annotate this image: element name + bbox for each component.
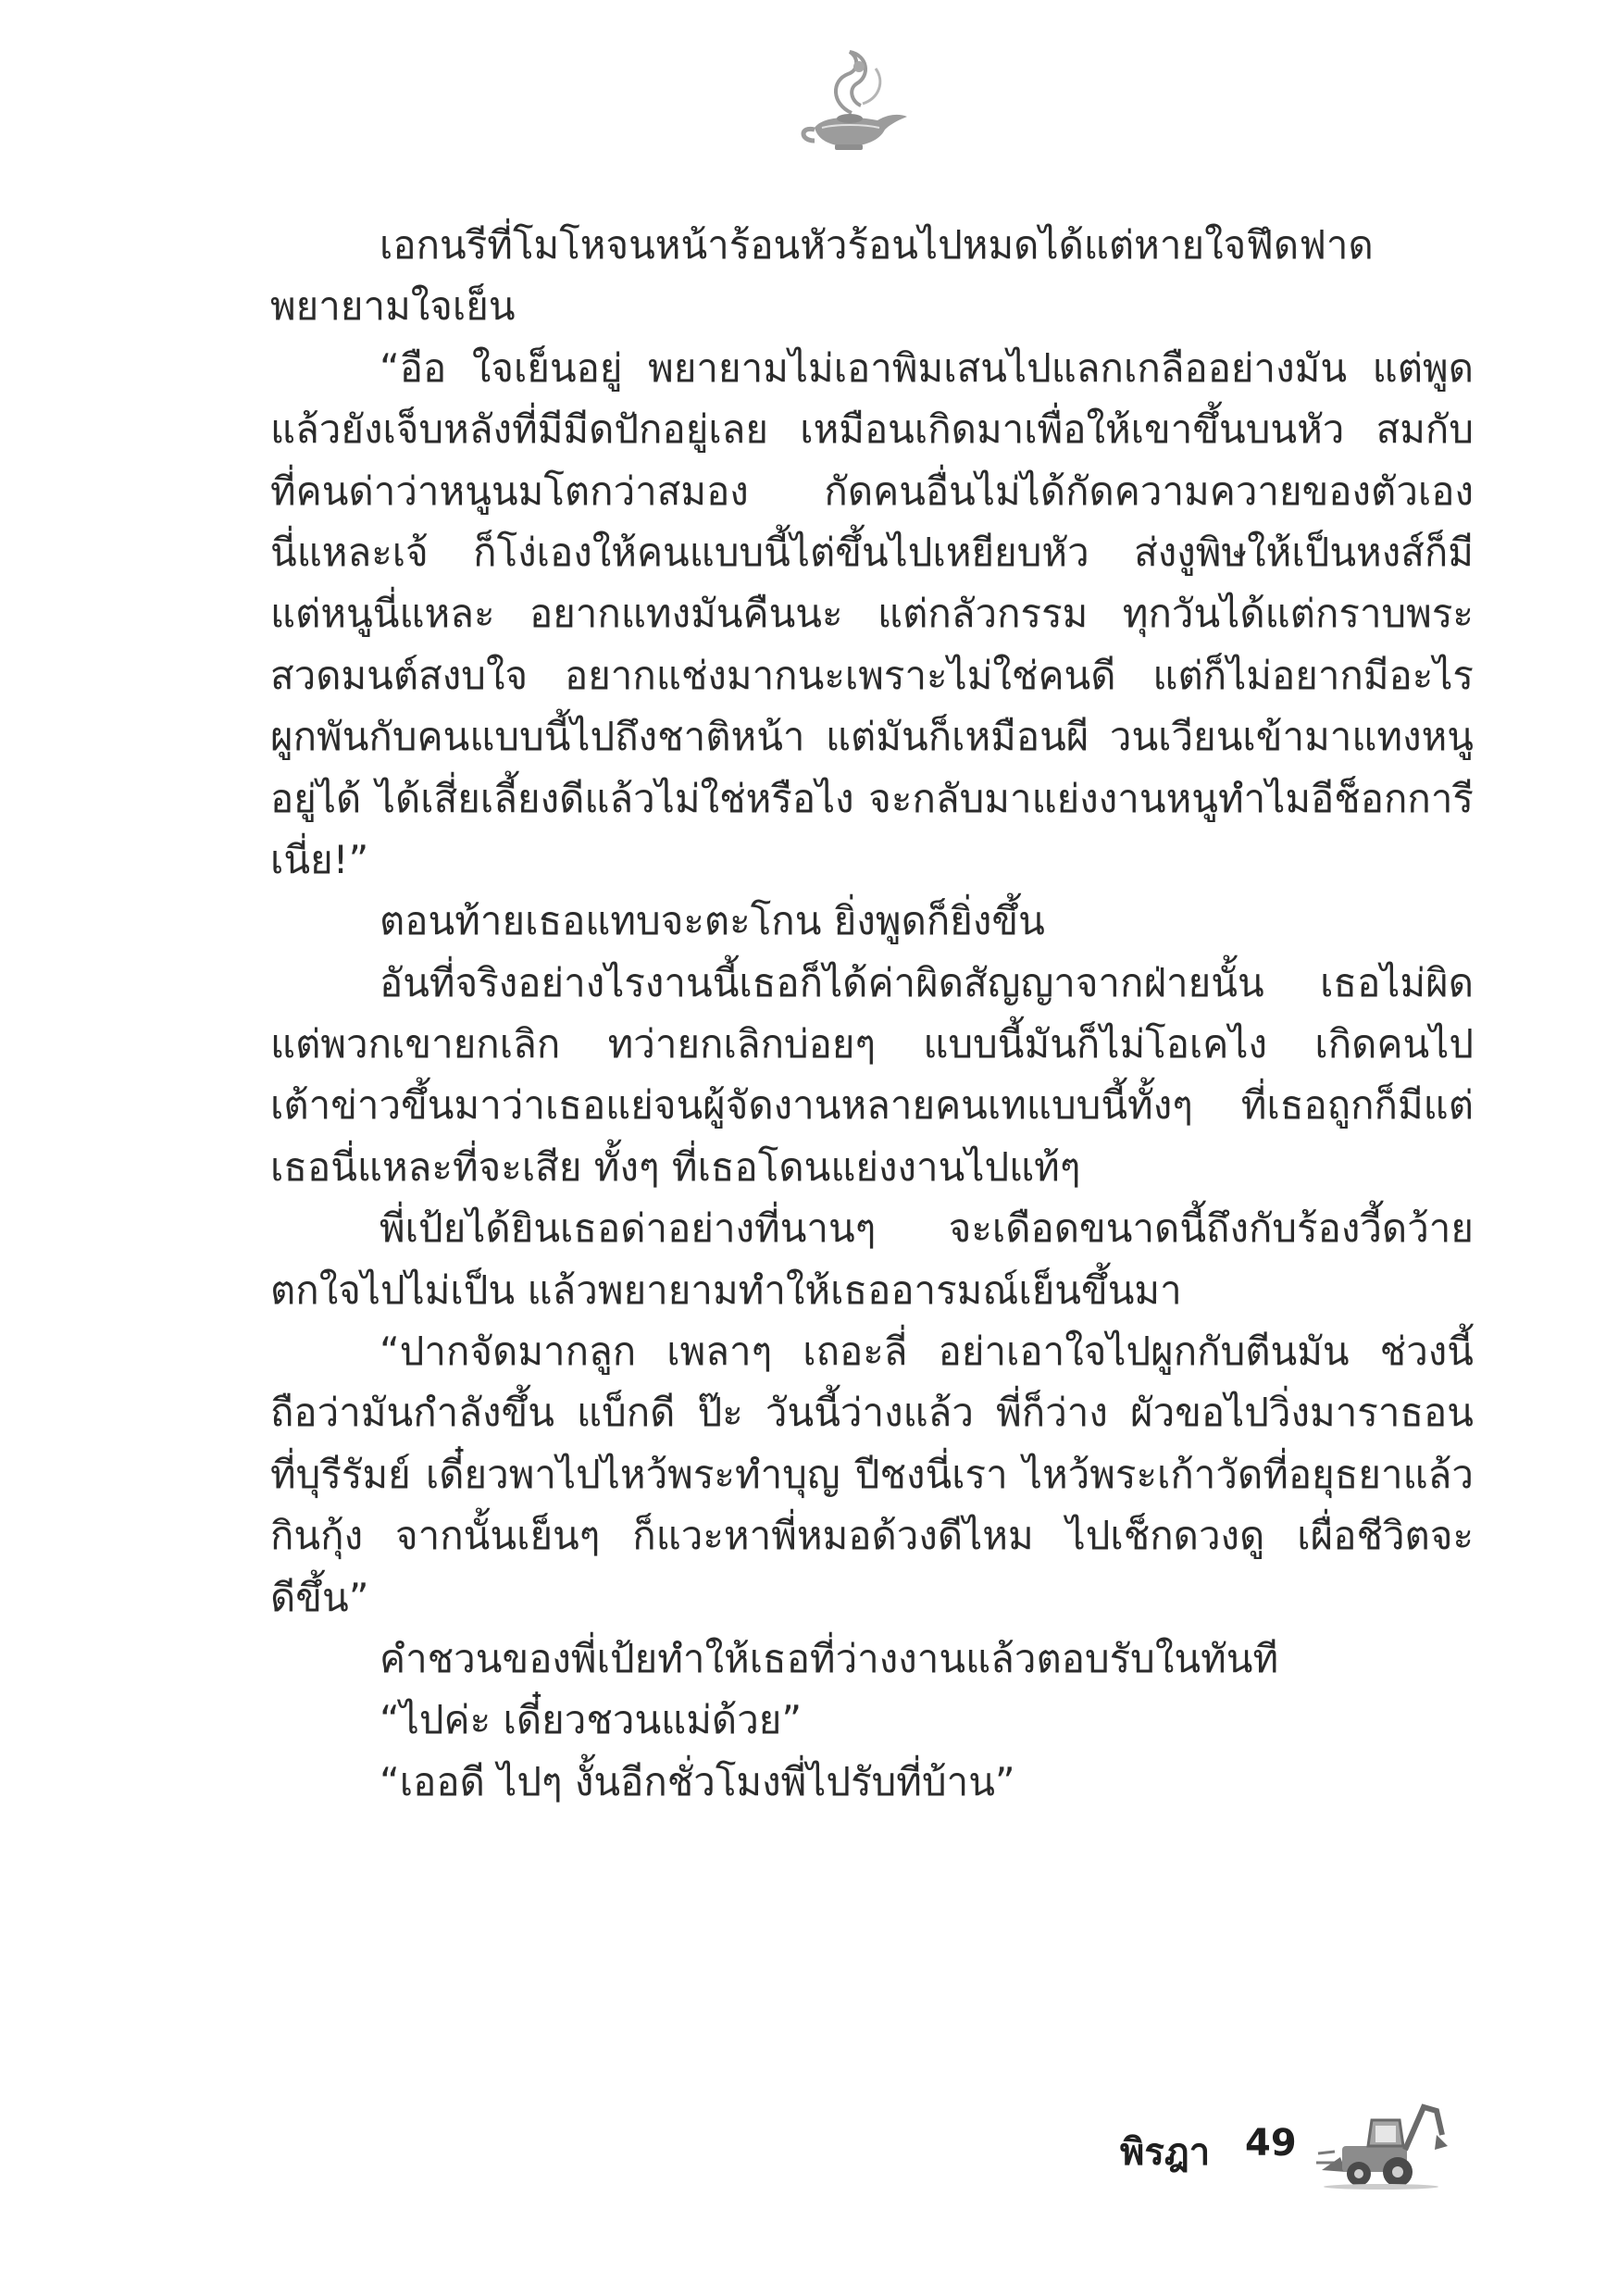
text-line: แล้วยังเจ็บหลังที่มีมีดปักอยู่เลย เหมือนเกิดมาเพื่อให้เขาขึ้นบนหัว สมกับ bbox=[270, 406, 1474, 453]
text-line: ที่คนด่าว่าหนูนมโตกว่าสมอง กัดคนอื่นไม่ได้กัดความควายของตัวเอง bbox=[270, 468, 1474, 514]
text-line: ถือว่ามันกำลังขึ้น แบ็กดี ป๊ะ วันนี้ว่างแล้ว พี่ก็ว่าง ผัวขอไปวิ่งมาราธอน bbox=[270, 1390, 1474, 1436]
text-line: แต่หนูนี่แหละ อยากแทงมันคืนนะ แต่กลัวกรรม ทุกวันได้แต่กราบพระ bbox=[270, 591, 1474, 637]
text-line: พยายามใจเย็น bbox=[270, 283, 516, 330]
backhoe-icon bbox=[1314, 2098, 1453, 2190]
page-footer bbox=[1092, 2094, 1490, 2205]
text-line: อันที่จริงอย่างไรงานนี้เธอก็ได้ค่าผิดสัญญาจากฝ่ายนั้น เธอไม่ผิด bbox=[380, 959, 1474, 1005]
text-line: คำชวนของพี่เป้ยทำให้เธอที่ว่างงานแล้วตอบรับในทันที bbox=[380, 1635, 1279, 1681]
text-line: นี่แหละเจ้ ก็โง่เองให้คนแบบนี้ไต่ขึ้นไปเหยียบหัว ส่งงูพิษให้เป็นหงส์ก็มี bbox=[270, 529, 1474, 575]
text-line: “เออดี ไปๆ งั้นอีกชั่วโมงพี่ไปรับที่บ้าน” bbox=[380, 1758, 1015, 1804]
page-number: 49 bbox=[1245, 2122, 1297, 2165]
text-line: พี่เป้ยได้ยินเธอด่าอย่างที่นานๆ จะเดือดขนาดนี้ถึงกับร้องวี้ดว้าย bbox=[380, 1205, 1474, 1252]
text-line: เอกนรีที่โมโหจนหน้าร้อนหัวร้อนไปหมดได้แต่หายใจฟึดฟาด bbox=[380, 222, 1374, 268]
text-line: แต่พวกเขายกเลิก ทว่ายกเลิกบ่อยๆ แบบนี้มันก็ไม่โอเคไง เกิดคนไป bbox=[270, 1021, 1474, 1067]
text-line: อยู่ได้ ได้เสี่ยเลี้ยงดีแล้วไม่ใช่หรือไง จะกลับมาแย่งงานหนูทำไมอีช็อกการี bbox=[270, 775, 1474, 821]
text-line: ดีขึ้น” bbox=[270, 1574, 369, 1620]
text-line: สวดมนต์สงบใจ อยากแช่งมากนะเพราะไม่ใช่คนดี แต่ก็ไม่อยากมีอะไร bbox=[270, 652, 1474, 698]
text-line: เต้าข่าวขึ้นมาว่าเธอแย่จนผู้จัดงานหลายคนเทแบบนี้ทั้งๆ ที่เธอถูกก็มีแต่ bbox=[270, 1082, 1474, 1129]
text-line: ที่บุรีรัมย์ เดี๋ยวพาไปไหว้พระทำบุญ ปีชงนี่เรา ไหว้พระเก้าวัดที่อยุธยาแล้ว bbox=[270, 1451, 1474, 1497]
text-line: “ปากจัดมากลูก เพลาๆ เถอะลี่ อย่าเอาใจไปผูกกับตีนมัน ช่วงนี้ bbox=[380, 1329, 1474, 1375]
running-title: พิรฎา bbox=[1120, 2131, 1211, 2174]
text-line: กินกุ้ง จากนั้นเย็นๆ ก็แวะหาพี่หมอด้วงดีไหม ไปเช็กดวงดู เผื่อชีวิตจะ bbox=[270, 1513, 1474, 1559]
text-line: ตอนท้ายเธอแทบจะตะโกน ยิ่งพูดก็ยิ่งขึ้น bbox=[380, 898, 1045, 944]
genie-lamp-icon bbox=[794, 48, 915, 159]
text-line: ตกใจไปไม่เป็น แล้วพยายามทำให้เธออารมณ์เย็นขึ้นมา bbox=[270, 1267, 1182, 1313]
text-line: “ไปค่ะ เดี๋ยวชวนแม่ด้วย” bbox=[380, 1697, 803, 1743]
text-line: เนี่ย!” bbox=[270, 836, 369, 882]
text-line: ผูกพันกับคนแบบนี้ไปถึงชาติหน้า แต่มันก็เหมือนผี วนเวียนเข้ามาแทงหนู bbox=[270, 714, 1474, 760]
text-line: “อือ ใจเย็นอยู่ พยายามไม่เอาพิมเสนไปแลกเกลืออย่างมัน แต่พูด bbox=[380, 344, 1474, 391]
body-text bbox=[270, 215, 1474, 1813]
text-line: เธอนี่แหละที่จะเสีย ทั้งๆ ที่เธอโดนแย่งงานไปแท้ๆ bbox=[270, 1143, 1081, 1190]
